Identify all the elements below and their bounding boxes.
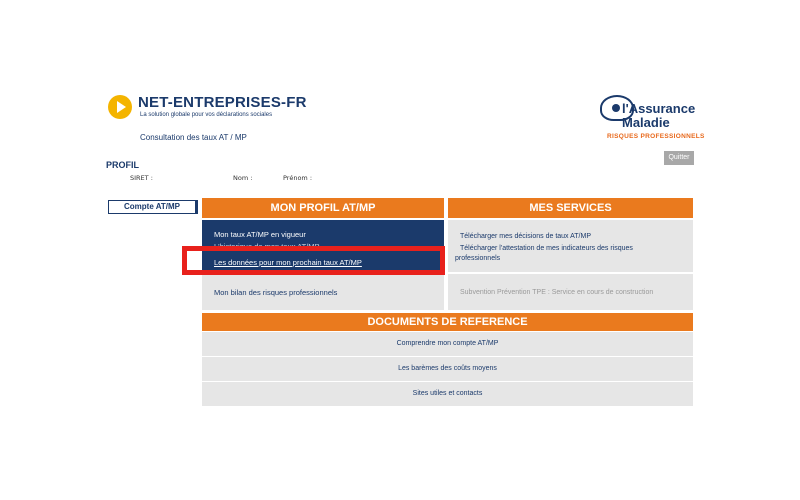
play-icon	[117, 101, 126, 113]
profile-title: PROFIL	[106, 160, 139, 170]
link-historique-taux[interactable]: L'historique de mon taux AT/MP	[214, 242, 320, 251]
subvention-prevention-label: Subvention Prévention TPE : Service en cours de construction	[460, 289, 654, 296]
quit-button[interactable]: Quitter	[664, 151, 694, 165]
siret-label: SIRET :	[130, 174, 153, 182]
link-baremes-couts[interactable]: Les barèmes des coûts moyens	[202, 357, 693, 381]
net-entreprises-title: NET-ENTREPRISES-FR	[138, 94, 307, 111]
consultation-label: Consultation des taux AT / MP	[140, 133, 247, 142]
link-sites-utiles[interactable]: Sites utiles et contacts	[202, 382, 693, 406]
prenom-label: Prénom :	[283, 174, 313, 182]
link-donnees-prochain-taux[interactable]: Les données pour mon prochain taux AT/MP	[214, 258, 362, 267]
link-telecharger-decisions[interactable]: Télécharger mes décisions de taux AT/MP	[460, 233, 591, 240]
assurance-maladie-dot-icon	[612, 104, 620, 112]
highlight-box	[182, 246, 445, 275]
tab-compte-atmp[interactable]: Compte AT/MP	[108, 200, 198, 214]
risques-professionnels-label: RISQUES PROFESSIONNELS	[607, 133, 705, 140]
assurance-maladie-line1: l'Assurance	[622, 101, 696, 116]
assurance-maladie-line2: Maladie	[622, 115, 670, 130]
link-telecharger-attestation-cont[interactable]: professionnels	[455, 255, 501, 262]
mon-profil-header: MON PROFIL AT/MP	[202, 198, 444, 218]
mes-services-header: MES SERVICES	[448, 198, 693, 218]
link-bilan-risques[interactable]: Mon bilan des risques professionnels	[214, 288, 338, 297]
nom-label: Nom :	[233, 174, 253, 182]
link-comprendre-compte[interactable]: Comprendre mon compte AT/MP	[202, 332, 693, 356]
net-entreprises-subtitle: La solution globale pour vos déclarations sociales	[140, 112, 273, 118]
link-telecharger-attestation[interactable]: Télécharger l'attestation de mes indicateurs des risques	[460, 245, 633, 252]
link-taux-en-vigueur[interactable]: Mon taux AT/MP en vigueur	[214, 230, 306, 239]
documents-reference-header: DOCUMENTS DE REFERENCE	[202, 313, 693, 331]
